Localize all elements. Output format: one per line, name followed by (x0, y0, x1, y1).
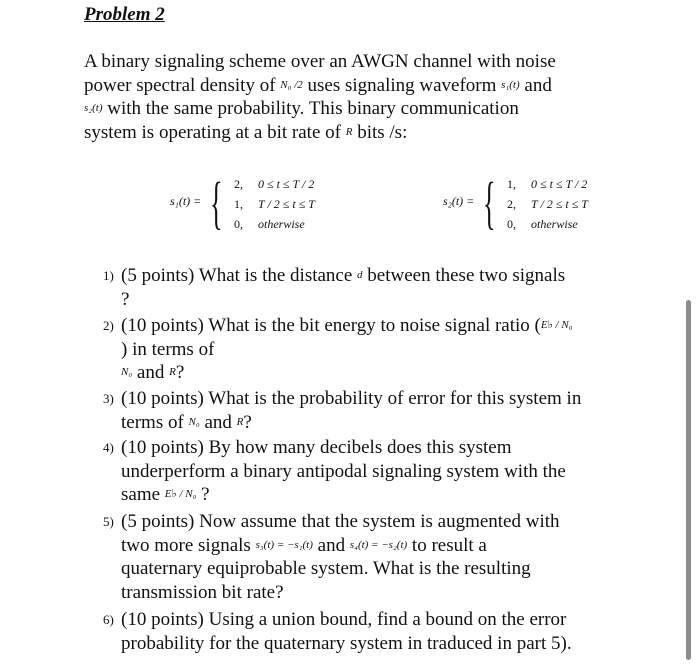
symbol-s4: s₄(t) = −s₂(t) (349, 538, 408, 551)
symbol-r: R (345, 125, 353, 138)
question-number: 5) (103, 514, 114, 529)
equation-s2-lhs: s₂(t) = (443, 194, 475, 208)
question-1: 1) (5 points) What is the distance d between these two signals ? (103, 265, 566, 310)
equation-s2-row: 0, otherwise (507, 217, 578, 231)
vertical-scrollbar[interactable] (686, 300, 691, 660)
symbol-r: R (236, 415, 244, 428)
question-3: 3) (10 points) What is the probability of error for this system in terms of N₀ and R? (103, 388, 582, 433)
symbol-n0: N₀ (188, 415, 200, 428)
equation-s1-lhs: s₁(t) = (170, 194, 202, 208)
brace-icon: { (483, 170, 496, 235)
symbol-s1: s₁(t) (501, 78, 520, 91)
problem-statement (84, 50, 664, 144)
equation-s1-row: 0, otherwise (234, 217, 305, 231)
intro-line-3: s₂(t) with the same probability. This binary communication (84, 98, 519, 119)
symbol-r: R (169, 366, 176, 378)
equation-s2 (443, 172, 613, 240)
intro-line-2: power spectral density of N₀ /2 uses signaling waveform s₁(t) and (84, 74, 552, 96)
question-number: 1) (103, 268, 114, 283)
symbol-d: d (357, 269, 363, 281)
symbol-s2: s₂(t) (84, 102, 103, 114)
intro-line-4: system is operating at a bit rate of R bits /s: (84, 121, 408, 143)
question-number: 2) (103, 318, 114, 333)
question-number: 4) (103, 440, 114, 455)
question-5: 5) (5 points) Now assume that the system is augmented with two more signals s₃(t) = −s₁(t) and s₄(t) = −s₂(t) to result a quaternary equiprobable system. What is the resulting transmission bit rate? (103, 511, 560, 603)
question-number: 3) (103, 391, 114, 406)
equation-s2-row: 1, 0 ≤ t ≤ T / 2 (507, 177, 588, 191)
question-6: 6) (10 points) Using a union bound, find a bound on the error probability for the quaternary system in traduced in part 5). (103, 609, 572, 654)
problem-title: Problem 2 (84, 4, 165, 25)
question-2: 2) (10 points) What is the bit energy to noise signal ratio (E♭ / N₀ ) in terms of N₀ and R? (103, 315, 573, 383)
symbol-eb-n0: E♭ / N₀ (164, 488, 197, 500)
equation-s1-row: 1, T / 2 ≤ t ≤ T (234, 197, 315, 211)
symbol-s3: s₃(t) = −s₁(t) (255, 538, 313, 551)
symbol-n0: N₀ (121, 366, 133, 378)
symbol-eb-n0: E♭ / N₀ (540, 319, 573, 331)
equation-s1-row: 2, 0 ≤ t ≤ T / 2 (234, 177, 315, 191)
brace-icon: { (210, 170, 223, 235)
equation-s1 (170, 172, 340, 240)
question-4: 4) (10 points) By how many decibels does this system underperform a binary antipodal signaling system with the same E♭ / N₀ ? (103, 437, 566, 505)
symbol-n0-half: N₀ /2 (280, 78, 303, 91)
question-number: 6) (103, 612, 114, 627)
equation-s2-row: 2, T / 2 ≤ t ≤ T (507, 197, 588, 211)
intro-line-1: A binary signaling scheme over an AWGN channel with noise (84, 51, 556, 72)
